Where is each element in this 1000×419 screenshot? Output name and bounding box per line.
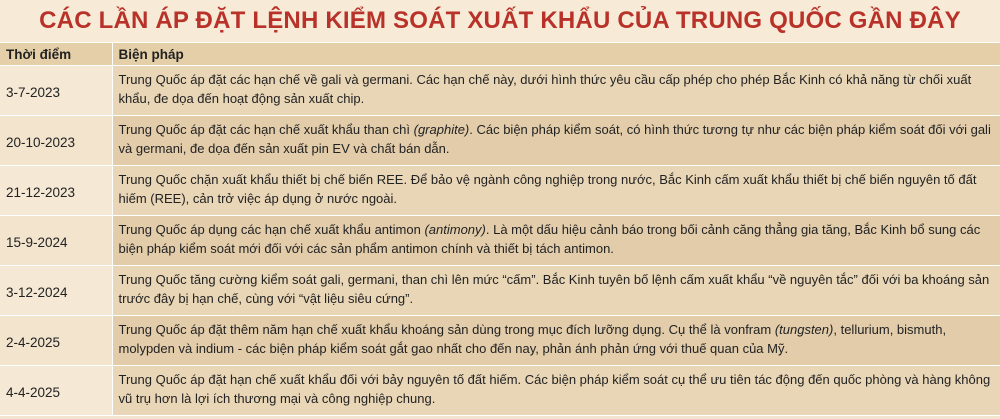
measure-text: . Các biện pháp kiểm soát, có hình thức tương tự như các biện pháp kiểm soát đối với gali và germani, đe dọa đến sản xuất pin EV và chất bán dẫn. xyxy=(118,122,991,156)
export-controls-table xyxy=(0,42,1000,416)
measure-text: Trung Quốc áp dụng các hạn chế xuất khẩu antimon xyxy=(118,222,425,237)
measure-text: , tellurium, bismuth, molypden và indium - các biện pháp kiểm soát gắt gao nhất cho đến nay, phản ánh phản ứng với thuế quan của Mỹ. xyxy=(118,322,947,356)
table-row xyxy=(0,166,1000,216)
row-measure: Trung Quốc chặn xuất khẩu thiết bị chế biến REE. Để bảo vệ ngành công nghiệp trong nước, Bắc Kinh cấm xuất khẩu thiết bị chế biến nguyên tố đất hiếm (REE), cản trở việc áp dụng ở nước ngoài. xyxy=(112,166,1000,216)
table-header-row xyxy=(0,43,1000,66)
measure-term: (graphite) xyxy=(413,122,470,137)
page-title: CÁC LẦN ÁP ĐẶT LỆNH KIỂM SOÁT XUẤT KHẨU CỦA TRUNG QUỐC GẦN ĐÂY xyxy=(0,0,1000,42)
measure-text: Trung Quốc áp đặt các hạn chế xuất khẩu than chì xyxy=(118,122,414,137)
row-measure: Trung Quốc áp đặt hạn chế xuất khẩu đối với bảy nguyên tố đất hiếm. Các biện pháp kiểm soát cụ thể ưu tiên tác động đến quốc phòng và hàng không vũ trụ hơn là lợi ích thương mại và công nghiệp chung. xyxy=(112,366,1000,416)
table-row xyxy=(0,66,1000,116)
row-date: 20-10-2023 xyxy=(0,116,112,166)
row-date: 2-4-2025 xyxy=(0,316,112,366)
header-time: Thời điểm xyxy=(0,43,112,66)
table-row xyxy=(0,366,1000,416)
row-date: 15-9-2024 xyxy=(0,216,112,266)
row-date: 3-12-2024 xyxy=(0,266,112,316)
measure-term: (tungsten) xyxy=(774,322,834,337)
header-measure: Biện pháp xyxy=(112,43,1000,66)
row-measure: Trung Quốc tăng cường kiểm soát gali, germani, than chì lên mức “cấm”. Bắc Kinh tuyên bố lệnh cấm xuất khẩu “về nguyên tắc” đối với ba khoáng sản trước đây bị hạn chế, cùng với “vật liệu siêu cứng”. xyxy=(112,266,1000,316)
row-measure xyxy=(112,216,1000,266)
measure-term: (antimony) xyxy=(424,222,486,237)
row-date: 3-7-2023 xyxy=(0,66,112,116)
row-measure xyxy=(112,316,1000,366)
row-measure xyxy=(112,116,1000,166)
measure-text: Trung Quốc áp đặt thêm năm hạn chế xuất khẩu khoáng sản dùng trong mục đích lưỡng dụng. Cụ thể là vonfram xyxy=(118,322,775,337)
table-row xyxy=(0,316,1000,366)
row-date: 4-4-2025 xyxy=(0,366,112,416)
measure-text: . Là một dấu hiệu cảnh báo trong bối cảnh căng thẳng gia tăng, Bắc Kinh bổ sung các biện pháp kiểm soát mới đối với các sản phẩm antimon chính và thiết bị tách antimon. xyxy=(118,222,981,256)
row-measure: Trung Quốc áp đặt các hạn chế về gali và germani. Các hạn chế này, dưới hình thức yêu cầu cấp phép cho phép Bắc Kinh có khả năng từ chối xuất khẩu, đe dọa đến hoạt động sản xuất chip. xyxy=(112,66,1000,116)
table-row xyxy=(0,266,1000,316)
table-row xyxy=(0,116,1000,166)
table-row xyxy=(0,216,1000,266)
row-date: 21-12-2023 xyxy=(0,166,112,216)
